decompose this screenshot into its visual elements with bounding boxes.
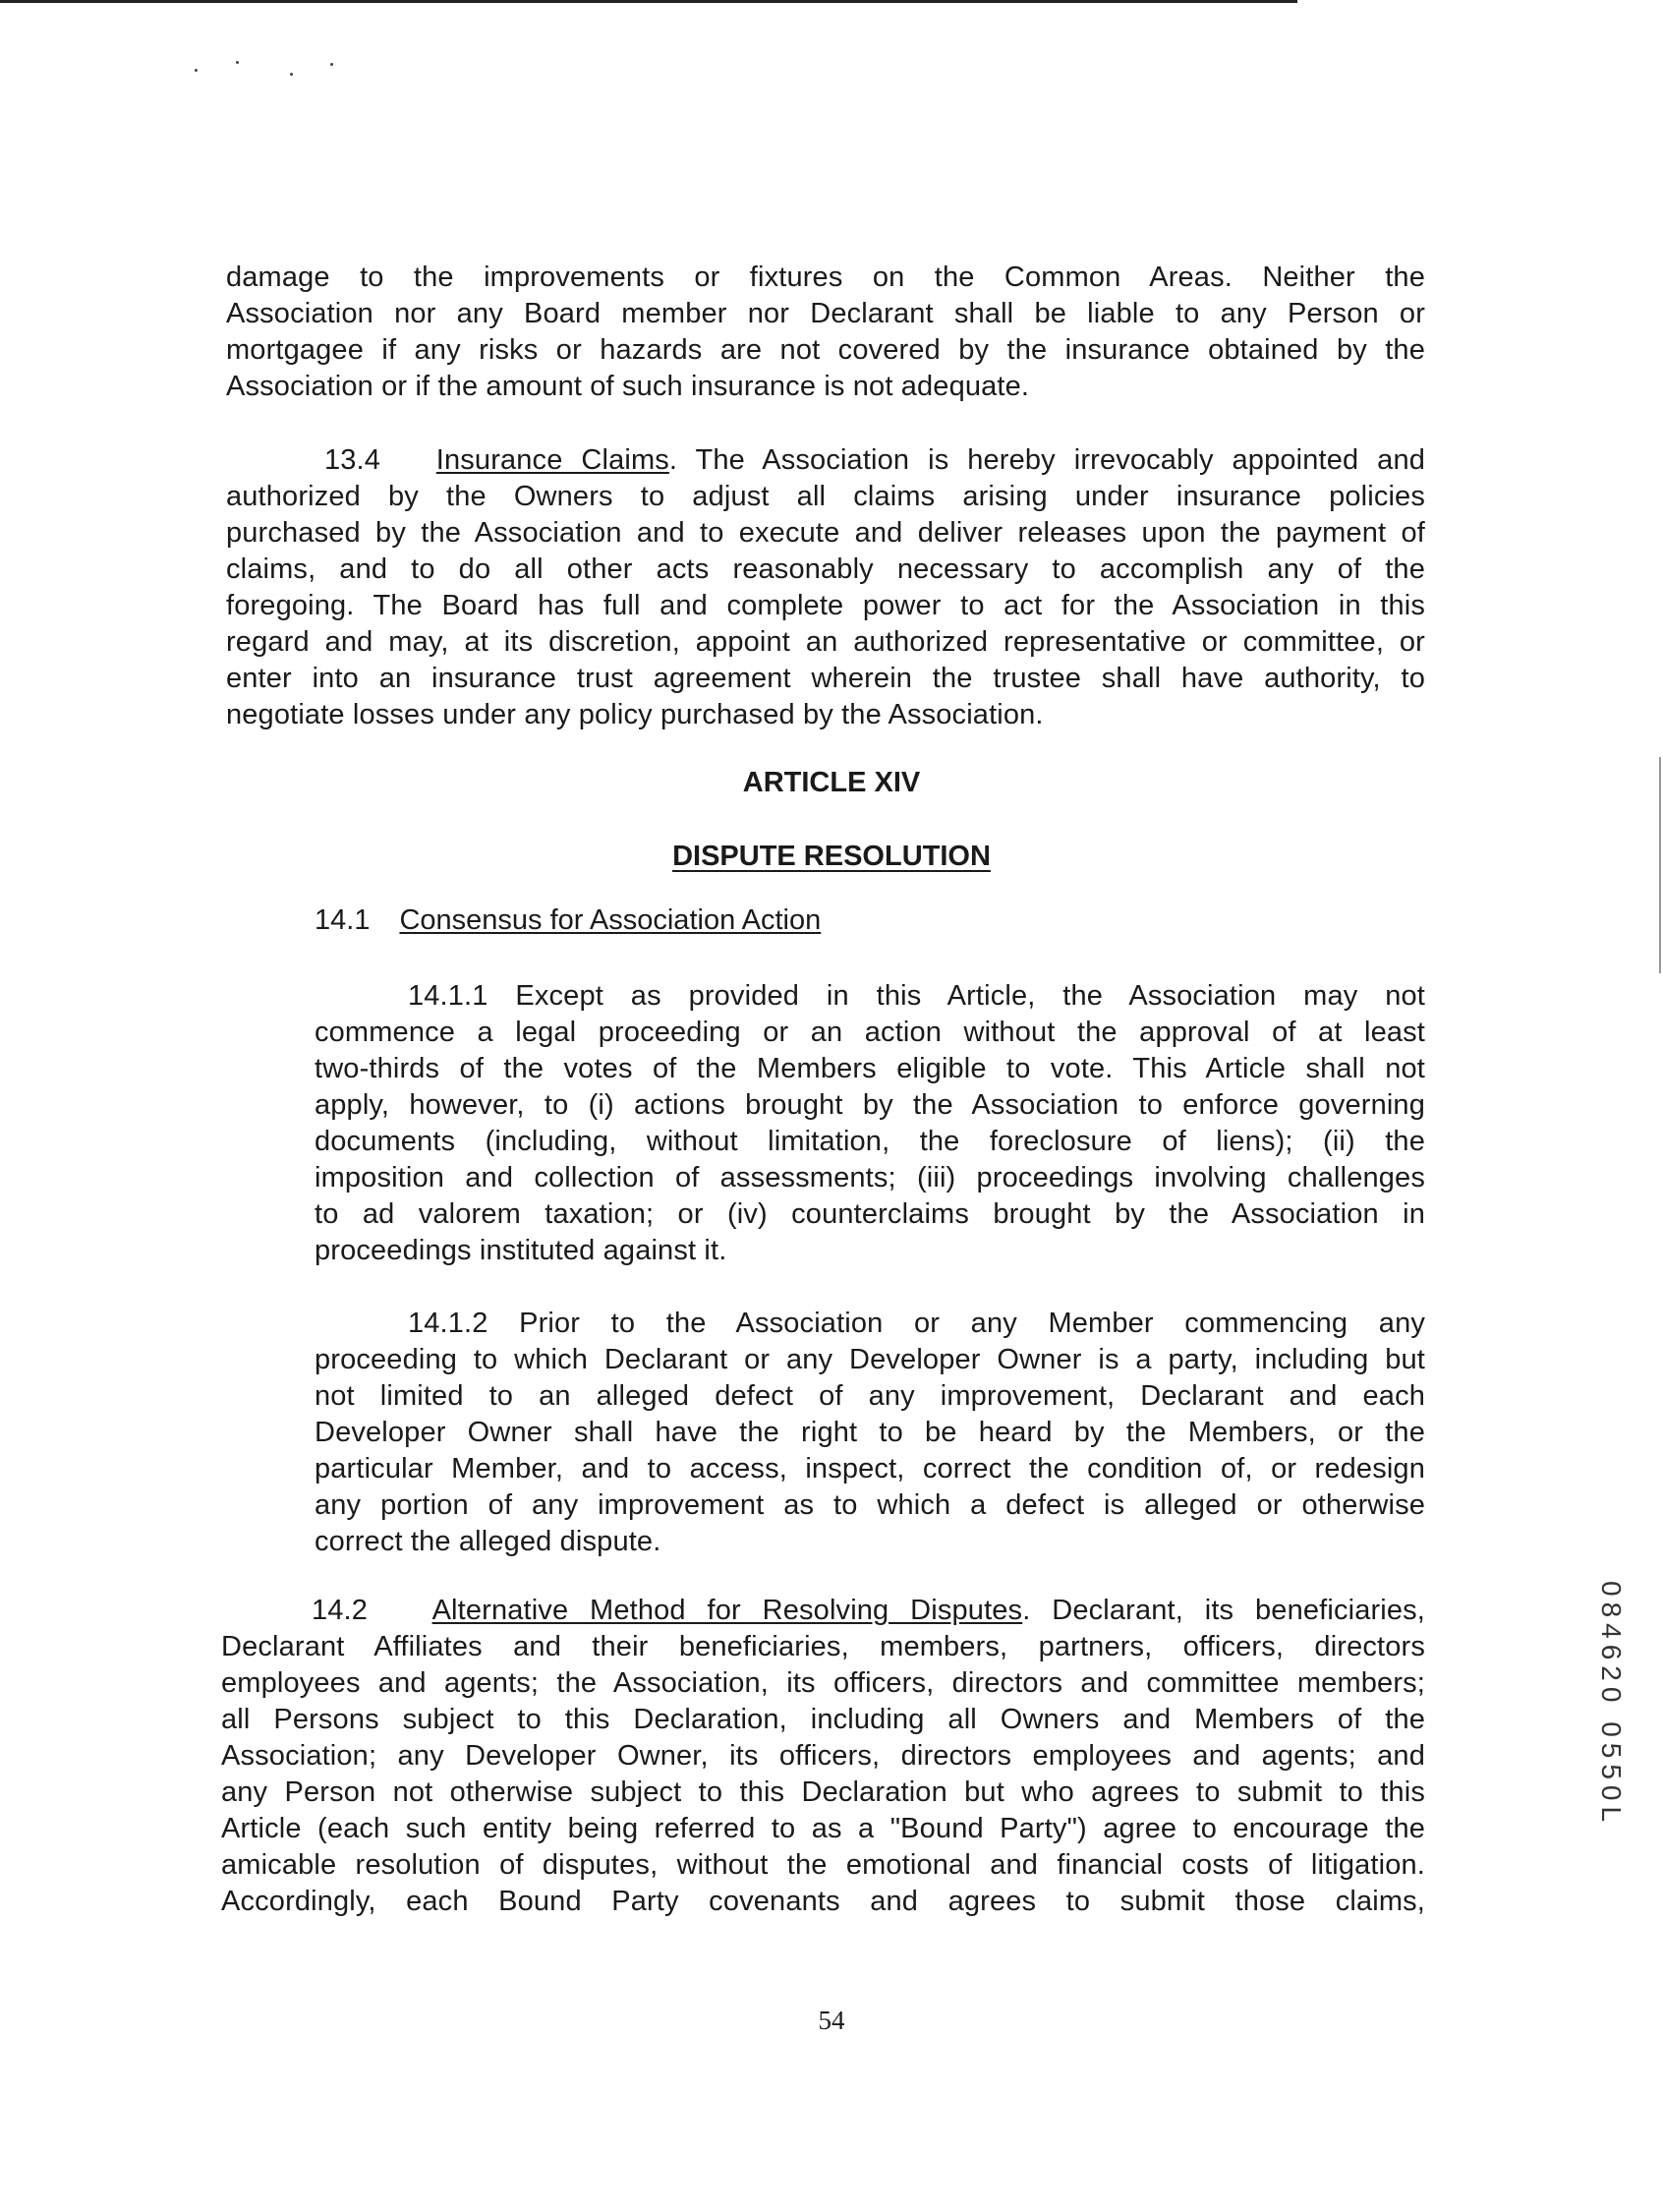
scan-speck (290, 73, 293, 76)
text-line: correct the alleged dispute. (315, 1526, 661, 1557)
section-14-1-1 (315, 978, 1425, 1269)
text-line: 14.1.2 Prior to the Association or any Member commencing any (408, 1308, 1425, 1339)
text-line: regard and may, at its discretion, appoint an authorized representative or committee, or (226, 626, 1425, 658)
text-line: two-thirds of the votes of the Members eligible to vote. This Article shall not (315, 1053, 1425, 1084)
section-14-2 (221, 1593, 1425, 1920)
article-title-text: DISPUTE RESOLUTION (672, 841, 991, 872)
text-line: any Person not otherwise subject to this Declaration but who agrees to submit to this (221, 1776, 1425, 1808)
section-number: 13.4 (324, 444, 381, 476)
text-line: all Persons subject to this Declaration, including all Owners and Members of the (221, 1704, 1425, 1735)
text-line: claims, and to do all other acts reasonably necessary to accomplish any of the (226, 553, 1425, 585)
section-title: Alternative Method for Resolving Disputes (431, 1595, 1023, 1626)
text-fragment: . Declarant, its beneficiaries, (1022, 1595, 1426, 1626)
text-line: authorized by the Owners to adjust all claims arising under insurance policies (226, 481, 1425, 512)
scan-speck (195, 69, 198, 72)
text-line (221, 1593, 1425, 1629)
section-title: Insurance Claims (435, 444, 669, 476)
text-line: documents (including, without limitation, the foreclosure of liens); (ii) the (315, 1126, 1425, 1157)
section-title: Consensus for Association Action (399, 904, 822, 936)
text-line: mortgagee if any risks or hazards are not covered by the insurance obtained by the (226, 334, 1425, 366)
text-line: any portion of any improvement as to which a defect is alleged or otherwise (315, 1489, 1425, 1521)
paragraph-continuation (226, 260, 1425, 405)
section-14-1-2 (315, 1306, 1425, 1560)
text-line: Article (each such entity being referred to as a "Bound Party") agree to encourage the (221, 1813, 1425, 1844)
text-line: proceeding to which Declarant or any Developer Owner is a party, including but (315, 1344, 1425, 1375)
text-line: enter into an insurance trust agreement wherein the trustee shall have authority, to (226, 663, 1425, 694)
text-line: foregoing. The Board has full and complete power to act for the Association in this (226, 590, 1425, 621)
text-line: imposition and collection of assessments; (iii) proceedings involving challenges (315, 1162, 1425, 1193)
article-title (0, 841, 1663, 873)
page-number: 54 (818, 2006, 845, 2035)
text-line: Association or if the amount of such insurance is not adequate. (226, 371, 1030, 402)
text-line: purchased by the Association and to execute and deliver releases upon the payment of (226, 517, 1425, 549)
text-line: particular Member, and to access, inspect, correct the condition of, or redesign (315, 1453, 1425, 1484)
text-line: apply, however, to (i) actions brought by the Association to enforce governing (315, 1089, 1425, 1121)
scan-speck (236, 61, 239, 64)
text-line: 14.1.1 Except as provided in this Article, the Association may not (408, 980, 1425, 1012)
section-14-1-heading (315, 904, 821, 937)
text-fragment: . The Association is hereby irrevocably appointed and (668, 444, 1425, 476)
text-line: employees and agents; the Association, its officers, directors and committee members; (221, 1667, 1425, 1699)
text-line: amicable resolution of disputes, without the emotional and financial costs of litigation. (221, 1849, 1425, 1881)
text-line: proceedings instituted against it. (315, 1235, 727, 1266)
margin-stamp: 084620 0550L (1596, 1581, 1627, 1829)
text-line: not limited to an alleged defect of any improvement, Declarant and each (315, 1380, 1425, 1412)
text-line: Developer Owner shall have the right to be heard by the Members, or the (315, 1417, 1425, 1448)
top-scan-rule (0, 0, 1297, 3)
text-line: Accordingly, each Bound Party covenants and agrees to submit those claims, (221, 1886, 1425, 1917)
text-line: damage to the improvements or fixtures on the Common Areas. Neither the (226, 262, 1425, 293)
article-heading: ARTICLE XIV (742, 767, 921, 798)
text-line: commence a legal proceeding or an action without the approval of at least (315, 1017, 1425, 1048)
scan-speck (330, 63, 333, 66)
section-number: 14.2 (312, 1595, 369, 1626)
text-line: Declarant Affiliates and their beneficiaries, members, partners, officers, directors (221, 1631, 1425, 1662)
text-line: negotiate losses under any policy purchased by the Association. (226, 699, 1044, 730)
text-line: Association nor any Board member nor Declarant shall be liable to any Person or (226, 298, 1425, 329)
text-line: to ad valorem taxation; or (iv) counterclaims brought by the Association in (315, 1198, 1425, 1230)
section-13-4 (226, 442, 1425, 733)
section-number: 14.1 (315, 904, 371, 936)
text-line: Association; any Developer Owner, its officers, directors employees and agents; and (221, 1740, 1425, 1772)
text-line (226, 442, 1425, 479)
